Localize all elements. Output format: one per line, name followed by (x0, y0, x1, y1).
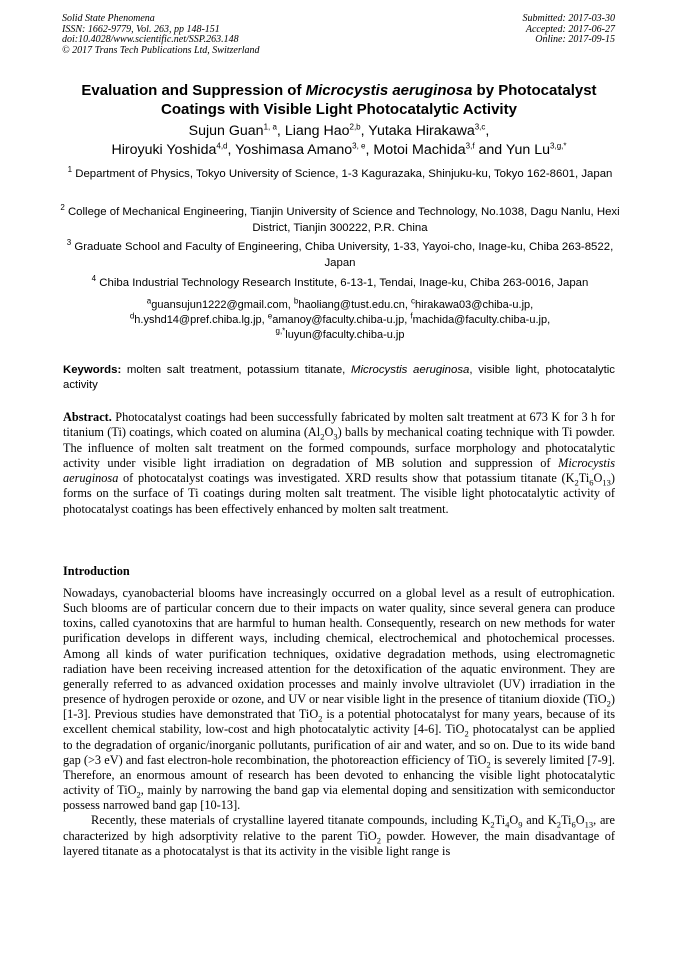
email[interactable]: $^c$hirakawa03@chiba-u.jp (411, 296, 531, 311)
keywords-label: Keywords: (63, 364, 122, 376)
paper-title (58, 81, 620, 119)
affiliation-1: $^1$ Department of Physics, Tokyo University of Science, 1-3 Kagurazaka, Shinjuku-ku, Tokyo 162-8601, Japan (67, 165, 613, 180)
submitted-date: Submitted: 2017-03-30 (522, 13, 615, 24)
section-heading: Introduction (63, 564, 130, 578)
journal-name: Solid State Phenomena (62, 13, 155, 24)
paragraph: Recently, these materials of crystalline layered titanate compounds, including $K_2Ti_4O_9$ and $K_2Ti_6O_{13}$, are characterized by high adsorptivity relative to the parent TiO$_2$ powder. However, the main disadvantage of layered titanate as a photocatalyst is that its activity in the visible light range is (63, 813, 616, 858)
email[interactable]: $^f$machida@faculty.chiba-u.jp (410, 311, 548, 327)
email[interactable]: $^e$amanoy@faculty.chiba-u.jp (267, 311, 405, 327)
dates-header (523, 14, 616, 46)
affiliation-2: $^2$ College of Mechanical Engineering, Tianjin University of Science and Technology, No.1038, Dagu Nanlu, Hexi District, Tianjin 300222, P.R. China (60, 203, 620, 234)
affiliation-4: $^4$ Chiba Industrial Technology Research Institute, 6-13-1, Tendai, Inage-ku, Chiba 263-0016, Japan (91, 274, 589, 289)
email[interactable]: $^a$guansujun1222@gmail.com (146, 296, 288, 311)
email[interactable]: $^b$haoliang@tust.edu.cn (293, 296, 405, 311)
journal-header (62, 14, 260, 56)
introduction-body (63, 586, 615, 859)
email[interactable]: $^{g,*}$luyun@faculty.chiba-u.jp (275, 326, 405, 342)
email-list: $^a$guansujun1222@gmail.com, $^b$haoliang@tust.edu.cn, $^c$hirakawa03@chiba-u.jp, $^d$h.yshd14@pref.chiba.lg.jp, $^e$amanoy@faculty.chiba-u.jp, $^f$machida@faculty.chiba-u.jp, $^{g,*}$luyun@faculty.chiba-u.jp (129, 296, 551, 342)
author: Yutaka Hirakawa$^{3,c}$, (368, 122, 490, 139)
author: Yun $Lu^{3,g,*}$ (505, 141, 567, 158)
title-part-2: by Photocatalyst Coatings with Visible Light Photocatalytic Activity (161, 82, 597, 118)
abstract-label: Abstract. (63, 410, 112, 424)
title-part-1: Evaluation and Suppression of (81, 82, 306, 99)
author: Motoi Machida$^{3,f}$ and (373, 141, 506, 158)
abstract: Abstract. Photocatalyst coatings had been successfully fabricated by molten salt treatment at 673 K for 3 h for titanium (Ti) coatings, which coated on alumina $(Al_2O_3)$ balls by mechanical coating technique with Ti powder. The influence of molten salt treatment on the formed compounds, surface morphology and photocatalytic activity under visible light irradiation on degradation of MB solution and suppression of Microcystis aeruginosa of photocatalyst coatings was investigated. XRD results show that potassium titanate $(K_2Ti_6O_{13})$ forms on the surface of Ti coatings during molten salt treatment. The visible light photocatalytic activity of photocatalyst coatings has been effectively enhanced by molten salt treatment. (63, 410, 615, 516)
online-date: Online: 2017-09-15 (535, 34, 615, 46)
author: Sujun Guan$^{1, a}$, (188, 122, 285, 139)
accepted-date: Accepted: 2017-06-27 (525, 23, 615, 35)
paragraph: Nowadays, cyanobacterial blooms have increasingly occurred on a global level as a result of eutrophication. Such blooms are of particular concern due to their impacts on water quality, since several genera can produce toxins, called cyanotoxins that are harmful to human health. Consequently, research on new methods for water purification develops in different ways, including chemical, electrochemical and photochemical processes. Among all kinds of water purification techniques, oxidative degradation methods, using electromagnetic radiation have been receiving increased attention for the detoxification of the aquatic environment. They are generally referred to as advanced oxidation processes and mainly involve ultraviolet (UV) irradiation in the presence of hydrogen peroxide or ozone, and UV or near visible light in the presence of titanium dioxide (TiO$_2$) [1-3]. Previous studies have demonstrated that TiO$_2$ is a potential photocatalyst for many years, because of its excellent chemical stability, low-cost and high photocatalytic activity [4-6]. TiO$_2$ photocatalyst can be applied to the degradation of organic/inorganic pollutants, purification of air and water, and so on. Due to its wide band gap (>3 eV) and fast electron-hole recombination, the photoreaction efficiency of TiO$_2$ is severely limited [7-9]. Therefore, an enormous amount of research has been devoted to enhancing the visible light photocatalytic activity of TiO$_2$, mainly by narrowing the band gap via elemental doping and sensitization with semiconductor possess narrowed band gap [10-13]. (63, 586, 615, 813)
keywords: Keywords: molten salt treatment, potassium titanate, Microcystis aeruginosa, visible light, photocatalytic activity (63, 364, 615, 391)
title-species: Microcystis aeruginosa (305, 82, 473, 99)
author: Liang Hao$^{2,b}$, (284, 122, 369, 139)
author: Yoshimasa Amano$^{3, e}$, (235, 141, 374, 158)
affiliation-3: $^3$ Graduate School and Faculty of Engineering, Chiba University, 1-33, Yayoi-cho, Inage-ku, Chiba 263-8522, Japan (66, 238, 614, 269)
doi-line: doi:10.4028/www.scientific.net/SSP.263.148 (62, 34, 239, 46)
copyright-line: © 2017 Trans Tech Publications Ltd, Switzerland (62, 44, 260, 56)
email[interactable]: $^d$h.yshd14@pref.chiba.lg.jp (129, 311, 262, 327)
issn-line: ISSN: 1662-9779, Vol. 263, pp 148-151 (62, 23, 220, 35)
author: Hiroyuki Yoshida$^{4,d}$, (111, 141, 236, 158)
author-list (58, 122, 620, 160)
